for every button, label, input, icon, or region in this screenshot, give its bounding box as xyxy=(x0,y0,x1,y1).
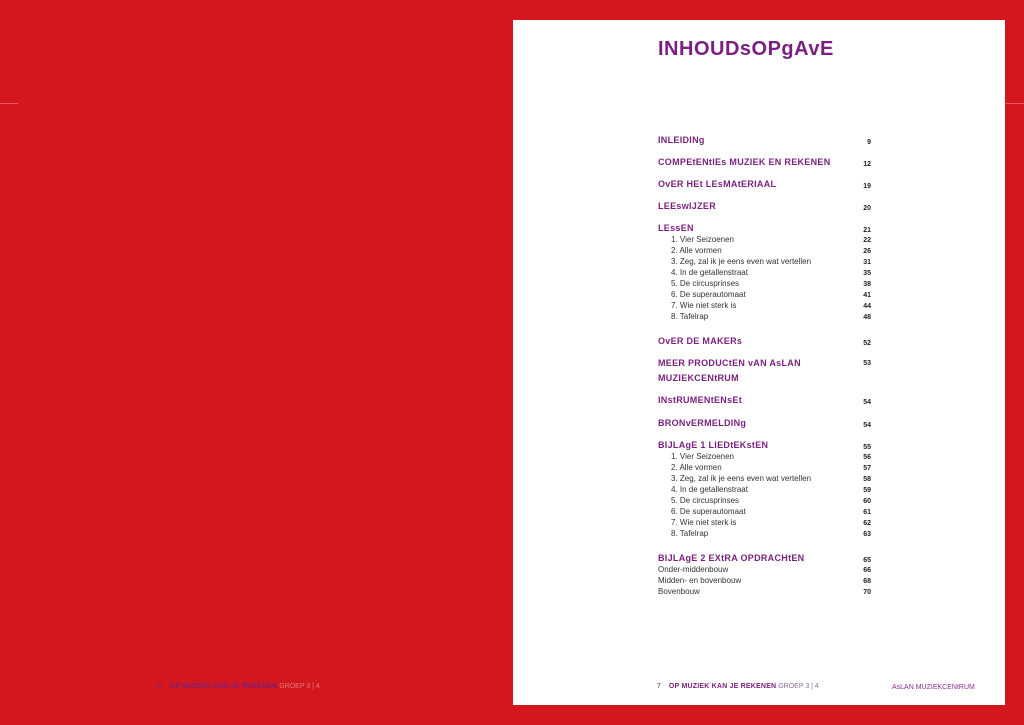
toc-item-label: 4. In de getallenstraat xyxy=(671,485,748,494)
toc-page-number: 9 xyxy=(867,139,871,146)
toc-section-lessen[interactable] xyxy=(658,223,871,234)
toc-item[interactable] xyxy=(658,245,871,256)
toc-page-number: 61 xyxy=(863,509,871,516)
toc-section-title: OvER HEt LEsMAtERIAAL xyxy=(658,179,777,189)
footer-right-group: GROEP 3 | 4 xyxy=(778,683,819,690)
toc-item[interactable] xyxy=(658,575,871,586)
toc-section-competenties[interactable] xyxy=(658,157,871,168)
page-title: INHOUDsOPgAvE xyxy=(658,38,834,60)
toc-page-number: 55 xyxy=(863,444,871,451)
toc-page-number: 44 xyxy=(863,303,871,310)
toc-item[interactable] xyxy=(658,311,871,322)
toc-item[interactable] xyxy=(658,462,871,473)
toc-section-makers[interactable] xyxy=(658,336,871,347)
toc-page-number: 52 xyxy=(863,340,871,347)
toc-item-label: 3. Zeg, zal ik je eens even wat vertellen xyxy=(671,474,812,483)
toc-page-number: 38 xyxy=(863,281,871,288)
toc-section-lesmateriaal[interactable] xyxy=(658,179,871,190)
toc-page-number: 35 xyxy=(863,270,871,277)
toc-section-inleiding[interactable] xyxy=(658,135,871,146)
toc-section-bronvermelding[interactable] xyxy=(658,418,871,429)
toc-item[interactable] xyxy=(658,300,871,311)
toc-item[interactable] xyxy=(658,278,871,289)
footer-left-title: OP MUZIEK KAN JE REKENEN xyxy=(169,683,278,690)
toc-section-meer-producten[interactable] xyxy=(658,358,871,384)
toc-item[interactable] xyxy=(658,473,871,484)
toc-section-title: MEER PRODUCtEN vAN AsLAN xyxy=(658,358,801,368)
toc-item-label: 6. De superautomaat xyxy=(671,290,746,299)
toc-page-number: 60 xyxy=(863,498,871,505)
toc-item-label: 5. De circusprinses xyxy=(671,279,740,288)
toc-item-label: 7. Wie niet sterk is xyxy=(671,301,737,310)
toc-section-title: COMPEtENtIEs MUZIEK EN REKENEN xyxy=(658,157,831,167)
toc-section-title: INstRUMENtENsEt xyxy=(658,395,743,405)
toc-page-number: 54 xyxy=(863,422,871,429)
toc-item-label: 4. In de getallenstraat xyxy=(671,268,748,277)
toc-page-number: 63 xyxy=(863,531,871,538)
toc-item[interactable] xyxy=(658,506,871,517)
toc-item-label: 8. Tafelrap xyxy=(671,312,709,321)
toc-page-number: 48 xyxy=(863,314,871,321)
toc-item-label: 7. Wie niet sterk is xyxy=(671,518,737,527)
toc-page-number: 66 xyxy=(863,567,871,574)
toc-page-number: 68 xyxy=(863,578,871,585)
toc-section-leeswijzer[interactable] xyxy=(658,201,871,212)
toc-page-number: 62 xyxy=(863,520,871,527)
toc-item-label: 1. Vier Seizoenen xyxy=(671,452,735,461)
toc-page-number: 53 xyxy=(863,360,871,367)
toc-item[interactable] xyxy=(658,564,871,575)
toc-page-number: 20 xyxy=(863,205,871,212)
footer-left xyxy=(158,683,320,690)
publisher-name: AsLAN MUZIEKCENtRUM xyxy=(892,684,975,691)
toc-item[interactable] xyxy=(658,256,871,267)
toc-item[interactable] xyxy=(658,289,871,300)
toc-item[interactable] xyxy=(658,234,871,245)
toc-section-bijlage-1[interactable] xyxy=(658,440,871,451)
toc-page-number: 57 xyxy=(863,465,871,472)
toc-item[interactable] xyxy=(658,586,871,597)
toc-item[interactable] xyxy=(658,517,871,528)
toc-page-number: 65 xyxy=(863,557,871,564)
footer-right xyxy=(657,683,819,690)
toc-item[interactable] xyxy=(658,267,871,278)
toc-section-title: BIJLAgE 1 LIEDtEKstEN xyxy=(658,440,769,450)
toc-item-label: Onder-middenbouw xyxy=(658,565,729,574)
toc-page-number: 19 xyxy=(863,183,871,190)
footer-right-title: OP MUZIEK KAN JE REKENEN xyxy=(668,683,777,690)
toc-item-label: 3. Zeg, zal ik je eens even wat vertellen xyxy=(671,257,812,266)
toc-item-label: 2. Alle vormen xyxy=(671,463,722,472)
toc-page-number: 41 xyxy=(863,292,871,299)
footer-right-page: 7 xyxy=(657,683,661,690)
toc-page-number: 26 xyxy=(863,248,871,255)
toc-page-number: 59 xyxy=(863,487,871,494)
toc-section-instrumentenset[interactable] xyxy=(658,395,871,406)
toc-item-label: 5. De circusprinses xyxy=(671,496,740,505)
toc-item-label: Midden- en bovenbouw xyxy=(658,576,742,585)
toc-section-bijlage-2[interactable] xyxy=(658,553,871,564)
toc-page-number: 54 xyxy=(863,399,871,406)
footer-publisher xyxy=(892,684,975,691)
toc-item-label: Bovenbouw xyxy=(658,587,700,596)
crop-mark xyxy=(0,103,18,104)
toc-section-title: BRONvERMELDINg xyxy=(658,418,747,428)
toc-page-number: 70 xyxy=(863,589,871,596)
toc-item[interactable] xyxy=(658,484,871,495)
toc-section-title: OvER DE MAKERs xyxy=(658,336,743,346)
toc-section-title-line2: MUZIEKCENtRUM xyxy=(658,373,739,383)
toc-item-label: 1. Vier Seizoenen xyxy=(671,235,735,244)
toc-item-label: 6. De superautomaat xyxy=(671,507,746,516)
toc-section-title: BIJLAgE 2 EXtRA OPDRACHtEN xyxy=(658,553,805,563)
toc-section-title: LEssEN xyxy=(658,223,694,233)
toc-section-title: INLEIDINg xyxy=(658,135,705,145)
toc-item[interactable] xyxy=(658,451,871,462)
toc-section-title: LEEswIJZER xyxy=(658,201,717,211)
toc-page-number: 22 xyxy=(863,237,871,244)
footer-left-page: 6 xyxy=(158,683,162,690)
toc-page-number: 56 xyxy=(863,454,871,461)
toc-item[interactable] xyxy=(658,528,871,539)
toc-page-number: 58 xyxy=(863,476,871,483)
crop-mark xyxy=(1006,103,1024,104)
table-of-contents xyxy=(658,135,871,597)
toc-item[interactable] xyxy=(658,495,871,506)
toc-page-number: 12 xyxy=(863,161,871,168)
footer-left-group: GROEP 3 | 4 xyxy=(279,683,320,690)
toc-item-label: 8. Tafelrap xyxy=(671,529,709,538)
toc-page-number: 21 xyxy=(863,227,871,234)
toc-page xyxy=(513,20,1005,705)
toc-item-label: 2. Alle vormen xyxy=(671,246,722,255)
toc-page-number: 31 xyxy=(863,259,871,266)
